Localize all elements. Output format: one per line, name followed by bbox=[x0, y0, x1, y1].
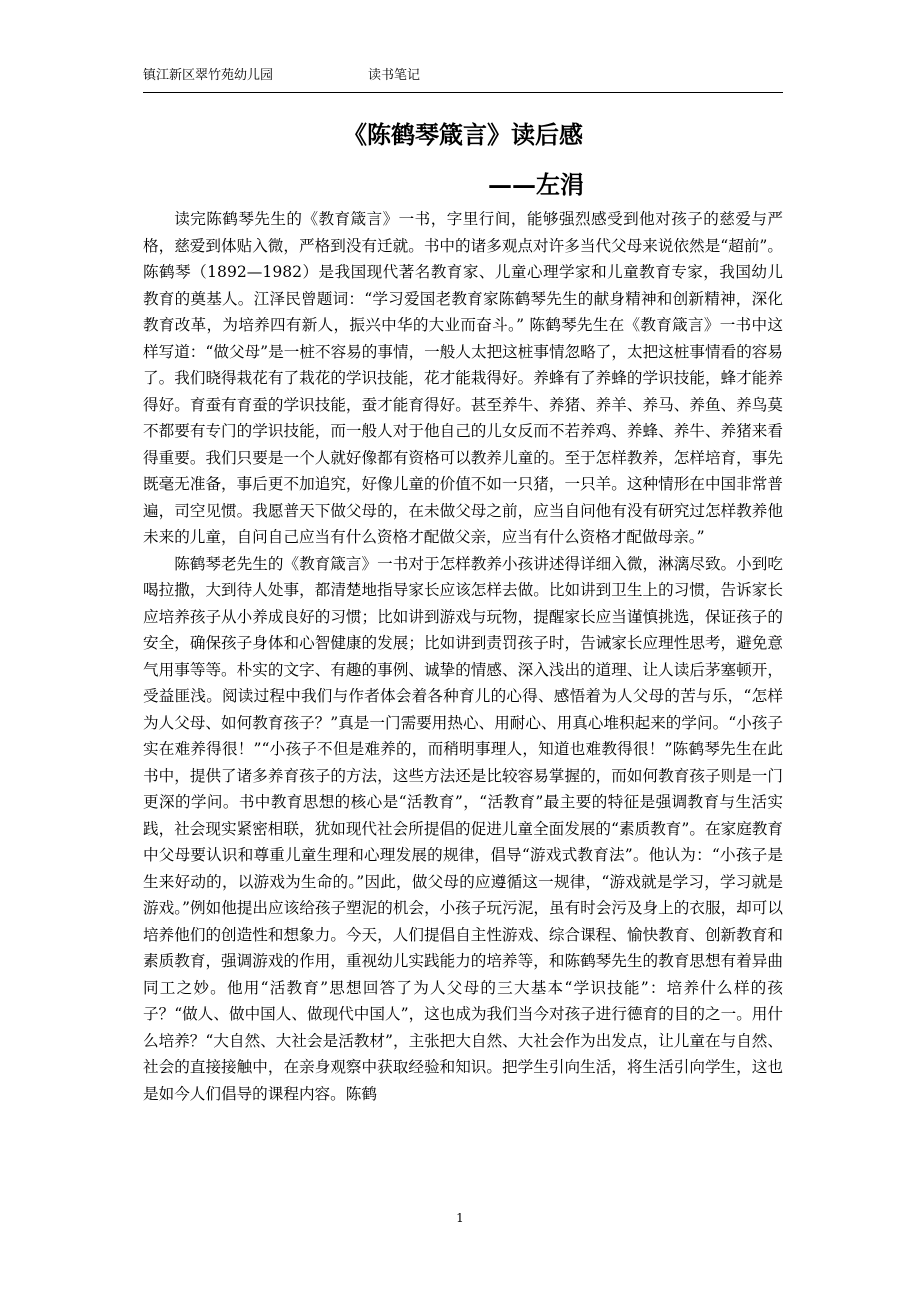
header-school-name: 镇江新区翠竹苑幼儿园 bbox=[143, 68, 274, 83]
page-header bbox=[143, 66, 783, 86]
body-paragraph-1: 读完陈鹤琴先生的《教育箴言》一书，字里行间，能够强烈感受到他对孩子的慈爱与严格，慈爱到体贴入微，严格到没有迁就。书中的诸多观点对许多当代父母来说依然是“超前”。 陈鹤琴（1892—1982）是我国现代著名教育家、儿童心理学家和儿童教育专家，我国幼儿教育的奠基人。江泽民曾题词：“学习爱国老教育家陈鹤琴先生的献身精神和创新精神，深化教育改革，为培养四有新人，振兴中华的大业而奋斗。” 陈鹤琴先生在《教育箴言》一书中这样写道：“做父母”是一桩不容易的事情，一般人太把这桩事情忽略了，太把这桩事情看的容易了。我们晓得栽花有了栽花的学识技能，花才能栽得好。养蜂有了养蜂的学识技能，蜂才能养得好。育蚕有育蚕的学识技能，蚕才能育得好。甚至养牛、养猪、养羊、养马、养鱼、养鸟莫不都要有专门的学识技能，而一般人对于他自己的儿女反而不若养鸡、养蜂、养牛、养猪来看得重要。我们只要是一个人就好像都有资格可以教养儿童的。至于怎样教养，怎样培育，事先既毫无准备，事后更不加追究，好像儿童的价值不如一只猪，一只羊。这种情形在中国非常普遍，司空见惯。我愿普天下做父母的，在未做父母之前，应当自问他有没有研究过怎样教养他未来的儿童，自问自己应当有什么资格才配做父亲，应当有什么资格才配做母亲。” bbox=[143, 210, 783, 546]
header-document-type: 读书笔记 bbox=[368, 68, 421, 83]
document-title: 《陈鹤琴箴言》读后感 bbox=[343, 120, 583, 149]
document-body bbox=[143, 206, 783, 1107]
document-author: ——左涓 bbox=[488, 170, 584, 199]
page-number: 1 bbox=[456, 1211, 464, 1225]
header-divider bbox=[143, 92, 783, 93]
body-paragraph-2: 陈鹤琴老先生的《教育箴言》一书对于怎样教养小孩讲述得详细入微，淋漓尽致。小到吃喝拉撒，大到待人处事，都清楚地指导家长应该怎样去做。比如讲到卫生上的习惯，告诉家长应培养孩子从小养成良好的习惯；比如讲到游戏与玩物，提醒家长应当谨慎挑选，保证孩子的安全，确保孩子身体和心智健康的发展；比如讲到责罚孩子时，告诫家长应理性思考，避免意气用事等等。朴实的文字、有趣的事例、诚挚的情感、深入浅出的道理、让人读后茅塞顿开，受益匪浅。阅读过程中我们与作者体会着各种育儿的心得、感悟着为人父母的苦与乐，“怎样为人父母、如何教育孩子？”真是一门需要用热心、用耐心、用真心堆积起来的学问。“小孩子实在难养得很！”“小孩子不但是难养的，而稍明事理人，知道也难教得很！”陈鹤琴先生在此书中，提供了诸多养育孩子的方法，这些方法还是比较容易掌握的，而如何教育孩子则是一门更深的学问。书中教育思想的核心是“活教育”，“活教育”最主要的特征是强调教育与生活实践，社会现实紧密相联，犹如现代社会所提倡的促进儿童全面发展的“素质教育”。在家庭教育中父母要认识和尊重儿童生理和心理发展的规律，倡导“游戏式教育法”。他认为：“小孩子是生来好动的，以游戏为生命的。”因此，做父母的应遵循这一规律，“游戏就是学习，学习就是游戏。”例如他提出应该给孩子塑泥的机会，小孩子玩污泥，虽有时会污及身上的衣服，却可以培养他们的创造性和想象力。今天，人们提倡自主性游戏、综合课程、愉快教育、创新教育和素质教育，强调游戏的作用，重视幼儿实践能力的培养等，和陈鹤琴先生的教育思想有着异曲同工之妙。他用“活教育”思想回答了为人父母的三大基本“学识技能”：培养什么样的孩子？“做人、做中国人、做现代中国人”，这也成为我们当今对孩子进行德育的目的之一。用什么培养？“大自然、大社会是活教材”，主张把大自然、大社会作为出发点，让儿童在与自然、社会的直接接触中，在亲身观察中获取经验和知识。把学生引向生活，将生活引向学生，这也是如今人们倡导的课程内容。陈鹤 bbox=[143, 554, 783, 1103]
